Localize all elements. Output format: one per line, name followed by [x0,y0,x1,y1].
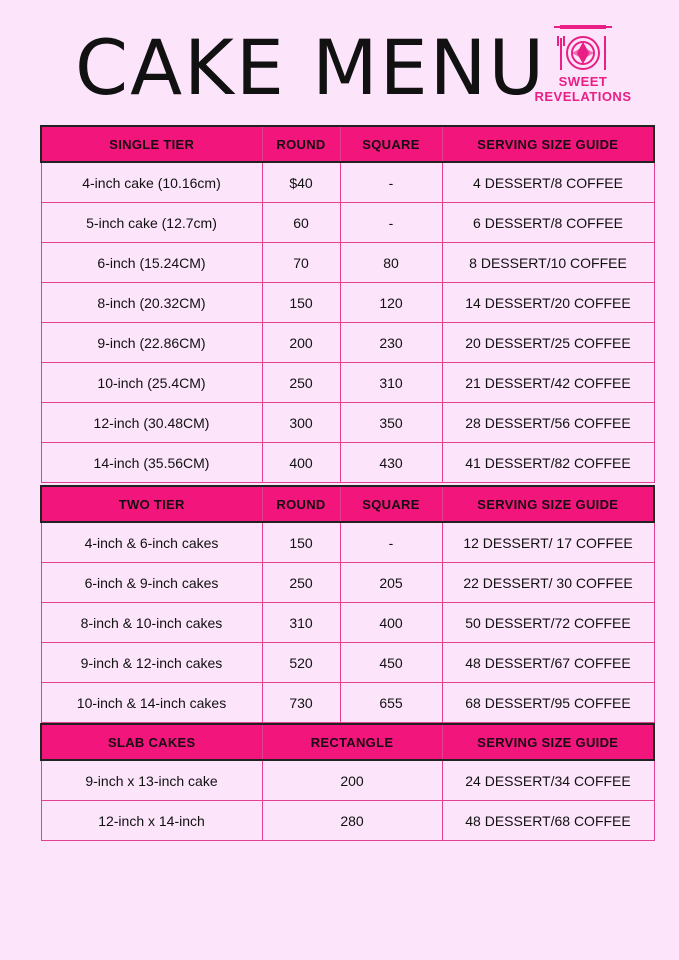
size-cell: 9-inch & 12-inch cakes [41,643,262,683]
square-price-cell: - [340,203,442,243]
square-price-cell: 80 [340,243,442,283]
square-price-cell: 310 [340,363,442,403]
table-row [41,363,654,403]
serving-guide-cell: 50 DESSERT/72 COFFEE [442,603,654,643]
serving-guide-cell: 6 DESSERT/8 COFFEE [442,203,654,243]
size-cell: 9-inch (22.86CM) [41,323,262,363]
serving-guide-cell: 48 DESSERT/67 COFFEE [442,643,654,683]
slab-cakes-table [40,723,655,841]
square-price-cell: 350 [340,403,442,443]
serving-guide-cell: 22 DESSERT/ 30 COFFEE [442,563,654,603]
brand-logo [528,22,638,117]
size-cell: 14-inch (35.56CM) [41,443,262,483]
serving-guide-cell: 48 DESSERT/68 COFFEE [442,801,654,841]
table-row [41,443,654,483]
table-row [41,323,654,363]
round-price-cell: 730 [262,683,340,723]
round-price-cell: 60 [262,203,340,243]
rectangle-price-cell: 200 [262,760,442,801]
column-header: SERVING SIZE GUIDE [442,486,654,522]
column-header: ROUND [262,126,340,162]
column-header: SERVING SIZE GUIDE [442,126,654,162]
table-row [41,760,654,801]
table-header-row [41,724,654,760]
round-price-cell: 70 [262,243,340,283]
page-title: CAKE MENU [75,23,547,112]
square-price-cell: 450 [340,643,442,683]
square-price-cell: 120 [340,283,442,323]
table-header-row [41,126,654,162]
table-row [41,162,654,203]
round-price-cell: 150 [262,283,340,323]
column-header: ROUND [262,486,340,522]
size-cell: 4-inch & 6-inch cakes [41,522,262,563]
column-header: SQUARE [340,126,442,162]
square-price-cell: - [340,522,442,563]
serving-guide-cell: 14 DESSERT/20 COFFEE [442,283,654,323]
serving-guide-cell: 4 DESSERT/8 COFFEE [442,162,654,203]
round-price-cell: 300 [262,403,340,443]
cake-plate-icon [552,22,614,74]
column-header: RECTANGLE [262,724,442,760]
serving-guide-cell: 28 DESSERT/56 COFFEE [442,403,654,443]
table-row [41,563,654,603]
size-cell: 12-inch (30.48CM) [41,403,262,443]
table-row [41,522,654,563]
serving-guide-cell: 24 DESSERT/34 COFFEE [442,760,654,801]
round-price-cell: 520 [262,643,340,683]
column-header: SLAB CAKES [41,724,262,760]
brand-name-line2: REVELATIONS [534,89,632,104]
round-price-cell: 310 [262,603,340,643]
serving-guide-cell: 41 DESSERT/82 COFFEE [442,443,654,483]
square-price-cell: - [340,162,442,203]
serving-guide-cell: 68 DESSERT/95 COFFEE [442,683,654,723]
size-cell: 9-inch x 13-inch cake [41,760,262,801]
column-header: SINGLE TIER [41,126,262,162]
size-cell: 5-inch cake (12.7cm) [41,203,262,243]
serving-guide-cell: 8 DESSERT/10 COFFEE [442,243,654,283]
size-cell: 6-inch (15.24CM) [41,243,262,283]
round-price-cell: 200 [262,323,340,363]
round-price-cell: 250 [262,563,340,603]
rectangle-price-cell: 280 [262,801,442,841]
serving-guide-cell: 21 DESSERT/42 COFFEE [442,363,654,403]
brand-name-line1: SWEET [558,74,608,89]
column-header: SQUARE [340,486,442,522]
serving-guide-cell: 20 DESSERT/25 COFFEE [442,323,654,363]
round-price-cell: 250 [262,363,340,403]
square-price-cell: 655 [340,683,442,723]
square-price-cell: 230 [340,323,442,363]
size-cell: 10-inch & 14-inch cakes [41,683,262,723]
table-row [41,403,654,443]
size-cell: 4-inch cake (10.16cm) [41,162,262,203]
round-price-cell: $40 [262,162,340,203]
single-tier-table [40,125,655,483]
size-cell: 8-inch & 10-inch cakes [41,603,262,643]
size-cell: 6-inch & 9-inch cakes [41,563,262,603]
square-price-cell: 400 [340,603,442,643]
table-row [41,801,654,841]
table-row [41,603,654,643]
round-price-cell: 400 [262,443,340,483]
two-tier-table [40,485,655,723]
size-cell: 12-inch x 14-inch [41,801,262,841]
column-header: SERVING SIZE GUIDE [442,724,654,760]
column-header: TWO TIER [41,486,262,522]
round-price-cell: 150 [262,522,340,563]
table-row [41,283,654,323]
size-cell: 10-inch (25.4CM) [41,363,262,403]
table-row [41,243,654,283]
size-cell: 8-inch (20.32CM) [41,283,262,323]
square-price-cell: 205 [340,563,442,603]
table-row [41,683,654,723]
table-row [41,643,654,683]
square-price-cell: 430 [340,443,442,483]
table-row [41,203,654,243]
table-header-row [41,486,654,522]
serving-guide-cell: 12 DESSERT/ 17 COFFEE [442,522,654,563]
